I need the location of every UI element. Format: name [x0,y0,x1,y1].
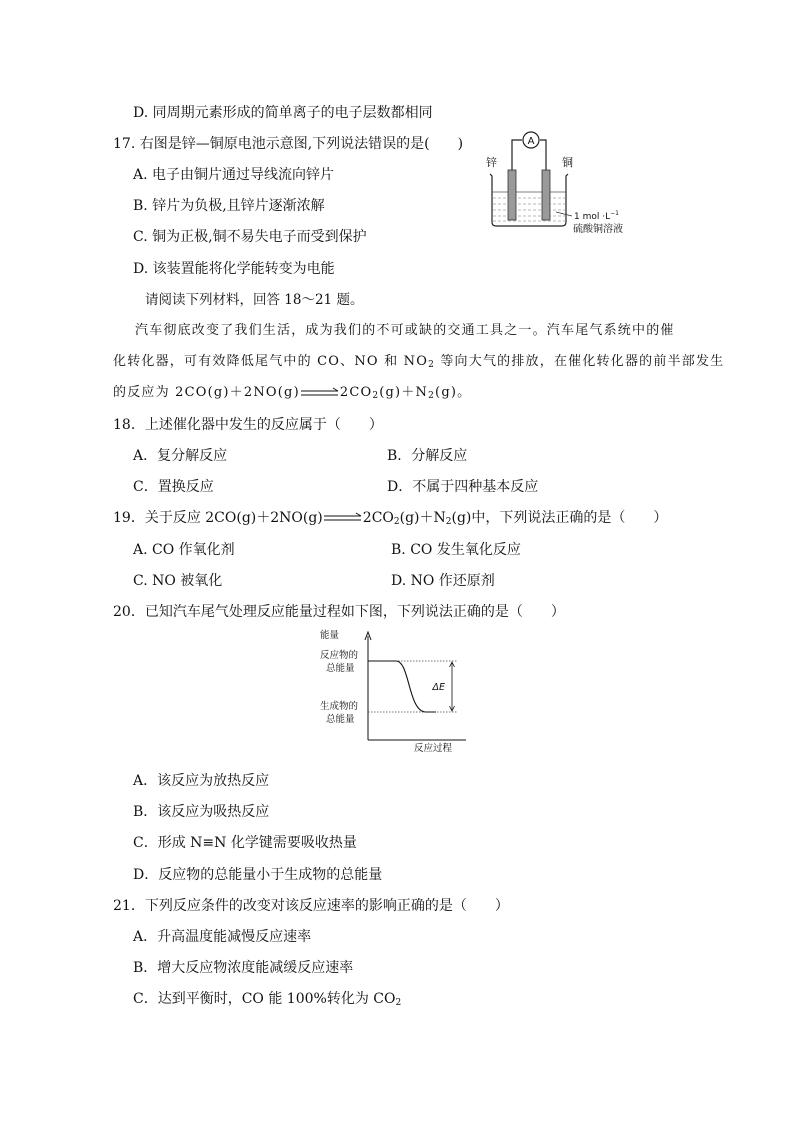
equilibrium-arrow [323,513,363,523]
q17-option-c: C. 铜为正极,铜不易失电子而受到保护 [133,229,367,245]
product-label-line2: 总能量 [326,714,355,725]
q17-option-b: B. 锌片为负极,且锌片逐渐浓解 [133,198,325,214]
q19-option-d: D. NO 作还原剂 [391,573,495,589]
delta-e-label: ΔE [432,682,445,693]
q20-stem: 20．已知汽车尾气处理反应能量过程如下图，下列说法正确的是（ ） [113,604,565,620]
q18-option-b: B．分解反应 [387,448,468,464]
q17-option-d: D. 该装置能将化学能转变为电能 [133,261,335,277]
passage-intro: 请阅读下列材料，回答 18～21 题。 [145,292,364,308]
q20-option-b: B．该反应为吸热反应 [133,804,270,820]
q19-option-c: C. NO 被氧化 [133,573,223,589]
q18-option-a: A．复分解反应 [133,448,228,464]
q17-stem: 17. 右图是锌—铜原电池示意图,下列说法错误的是( ) [113,136,464,152]
q18-option-d: D．不属于四种基本反应 [387,479,539,495]
q20-option-c: C．形成 N≡N 化学键需要吸收热量 [133,835,357,851]
energy-diagram [318,628,468,753]
galvanic-cell-diagram [480,126,640,238]
q16-option-d: D. 同周期元素形成的简单离子的电子层数都相同 [133,105,433,121]
reactant-label-line1: 反应物的 [320,650,359,661]
copper-label: 铜 [562,156,573,169]
solution-concentration-label: 1 mol $\cdot L^{-1}$ [574,210,619,222]
y-axis-label: 能量 [320,630,340,641]
zinc-electrode [508,170,516,220]
q19-stem: 19．关于反应 2CO(g)＋2NO(g) $2CO_2(g)+N_2(g)$中，下列说法正确的是（ ） [113,510,668,527]
q21-option-a: A．升高温度能减慢反应速率 [133,929,312,945]
equilibrium-arrow [300,388,340,398]
q19-option-a: A. CO 作氧化剂 [133,542,235,558]
energy-curve [368,661,436,712]
zinc-label: 锌 [486,156,497,169]
q21-option-c: C．达到平衡时，CO 能 100%转化为 $CO_2$ [133,991,402,1008]
q19-option-b: B. CO 发生氧化反应 [391,542,521,558]
copper-electrode [542,170,550,220]
q18-option-c: C．置换反应 [133,479,214,495]
ammeter-label: A [527,136,535,147]
x-axis-label: 反应过程 [414,743,453,754]
wire-left [512,140,522,172]
product-label-line1: 生成物的 [320,701,359,712]
q20-option-d: D．反应物的总能量小于生成物的总能量 [133,867,383,883]
q21-stem: 21．下列反应条件的改变对该反应速率的影响正确的是（ ） [113,898,509,914]
q17-option-a: A. 电子由铜片通过导线流向锌片 [133,167,335,183]
q20-option-a: A．该反应为放热反应 [133,773,270,789]
q21-option-b: B．增大反应物浓度能减缓反应速率 [133,960,354,976]
solution-name-label: 硫酸铜溶液 [573,224,623,235]
q18-stem: 18．上述催化器中发生的反应属于（ ） [113,417,383,433]
passage-line-3: 的反应为 2CO(g)＋2NO(g) $2CO_2(g)+N_2(g)$。 [113,385,472,401]
passage-line-1: 汽车彻底改变了我们生活，成为我们的不可或缺的交通工具之一。汽车尾气系统中的催 [135,323,675,338]
passage-line-2: 化转化器，可有效降低尾气中的 CO、NO 和 $NO_2$ 等向大气的排放，在催化转化器的前半部发生 [113,354,725,370]
reactant-label-line2: 总能量 [326,663,355,674]
wire-right [540,140,546,172]
beaker [490,174,568,226]
